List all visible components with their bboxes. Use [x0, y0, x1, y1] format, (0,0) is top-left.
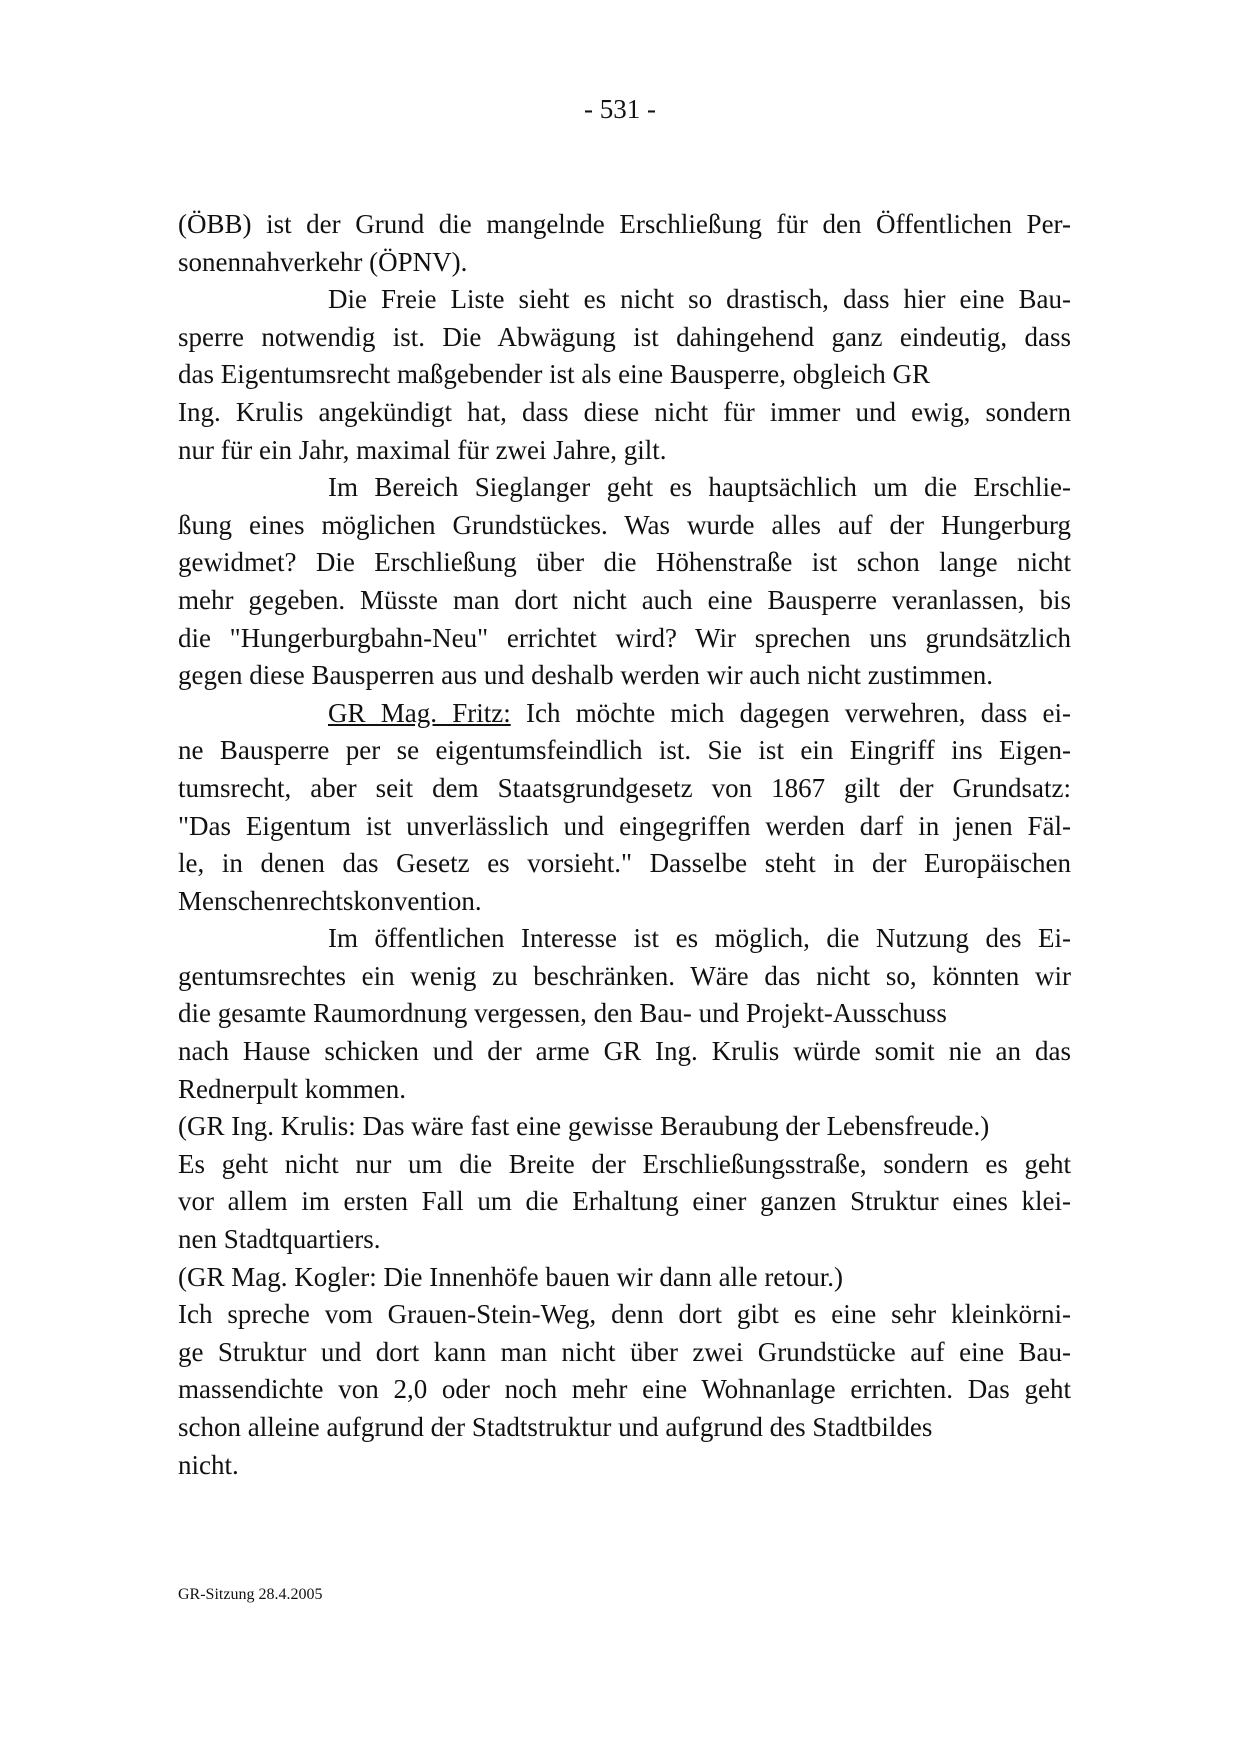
text-line: Ing. Krulis angekündigt hat, dass diese nicht für immer und ewig, sondern — [178, 396, 1071, 427]
text-line: ge Struktur und dort kann man nicht über zwei Grundstücke auf eine Bau- — [178, 1336, 1071, 1367]
footer: GR-Sitzung 28.4.2005 — [178, 1586, 323, 1603]
text-line: tumsrecht, aber seit dem Staatsgrundgesetz von 1867 gilt der Grundsatz: — [178, 772, 1071, 803]
text-line: Im Bereich Sieglanger geht es hauptsächlich um die Erschlie- — [328, 472, 1071, 503]
text-line: gegen diese Bausperren aus und deshalb werden wir auch nicht zustimmen. — [178, 660, 993, 691]
text-line: sperre notwendig ist. Die Abwägung ist dahingehend ganz eindeutig, dass — [178, 321, 1071, 352]
text-line: sonennahverkehr (ÖPNV). — [178, 246, 468, 277]
text-line: ßung eines möglichen Grundstückes. Was wurde alles auf der Hungerburg — [178, 509, 1071, 540]
page-number: - 531 - — [584, 94, 656, 124]
speaker-name: GR Mag. Fritz: — [328, 697, 511, 728]
text-line: gentumsrechtes ein wenig zu beschränken. Wäre das nicht so, könnten wir — [178, 960, 1071, 991]
text-line: ne Bausperre per se eigentumsfeindlich ist. Sie ist ein Eingriff ins Eigen- — [178, 735, 1071, 766]
text-line: Menschenrechtskonvention. — [178, 885, 482, 916]
interjection-line: (GR Mag. Kogler: Die Innenhöfe bauen wir dann alle retour.) — [178, 1261, 844, 1292]
text-line: die gesamte Raumordnung vergessen, den Bau- und Projekt-Ausschuss — [178, 998, 947, 1029]
document-body — [178, 206, 1071, 1484]
text-line: Rednerpult kommen. — [178, 1073, 406, 1104]
text-line: die "Hungerburgbahn-Neu" errichtet wird? Wir sprechen uns grundsätzlich — [178, 622, 1071, 653]
text-line: le, in denen das Gesetz es vorsieht." Dasselbe steht in der Europäischen — [178, 848, 1071, 879]
text-line: nach Hause schicken und der arme GR Ing. Krulis würde somit nie an das — [178, 1036, 1071, 1067]
text-line: nen Stadtquartiers. — [178, 1224, 381, 1255]
text-line: gewidmet? Die Erschließung über die Höhenstraße ist schon lange nicht — [178, 547, 1071, 578]
text-line: Ich spreche vom Grauen-Stein-Weg, denn dort gibt es eine sehr kleinkörni- — [178, 1299, 1071, 1330]
text-line: Es geht nicht nur um die Breite der Erschließungsstraße, sondern es geht — [178, 1148, 1071, 1179]
text-line: Ich möchte mich dagegen verwehren, dass ei- — [525, 697, 1071, 728]
text-line: Im öffentlichen Interesse ist es möglich, die Nutzung des Ei- — [328, 923, 1071, 954]
text-line: das Eigentumsrecht maßgebender ist als eine Bausperre, obgleich GR — [178, 359, 931, 390]
text-line: Die Freie Liste sieht es nicht so drastisch, dass hier eine Bau- — [328, 284, 1071, 315]
text-line: nur für ein Jahr, maximal für zwei Jahre, gilt. — [178, 434, 667, 465]
text-line: schon alleine aufgrund der Stadtstruktur und aufgrund des Stadtbildes — [178, 1412, 933, 1442]
interjection-line: (GR Ing. Krulis: Das wäre fast eine gewisse Beraubung der Lebensfreude.) — [178, 1111, 990, 1142]
text-line: massendichte von 2,0 oder noch mehr eine Wohnanlage errichten. Das geht — [178, 1374, 1071, 1405]
text-line: vor allem im ersten Fall um die Erhaltung einer ganzen Struktur eines klei- — [178, 1186, 1071, 1217]
text-line: (ÖBB) ist der Grund die mangelnde Erschließung für den Öffentlichen Per- — [178, 209, 1071, 239]
text-line: nicht. — [178, 1449, 239, 1480]
speaker-line — [178, 695, 1071, 733]
text-line: mehr gegeben. Müsste man dort nicht auch eine Bausperre veranlassen, bis — [178, 584, 1071, 615]
text-line: "Das Eigentum ist unverlässlich und eingegriffen werden darf in jenen Fäl- — [178, 810, 1071, 841]
